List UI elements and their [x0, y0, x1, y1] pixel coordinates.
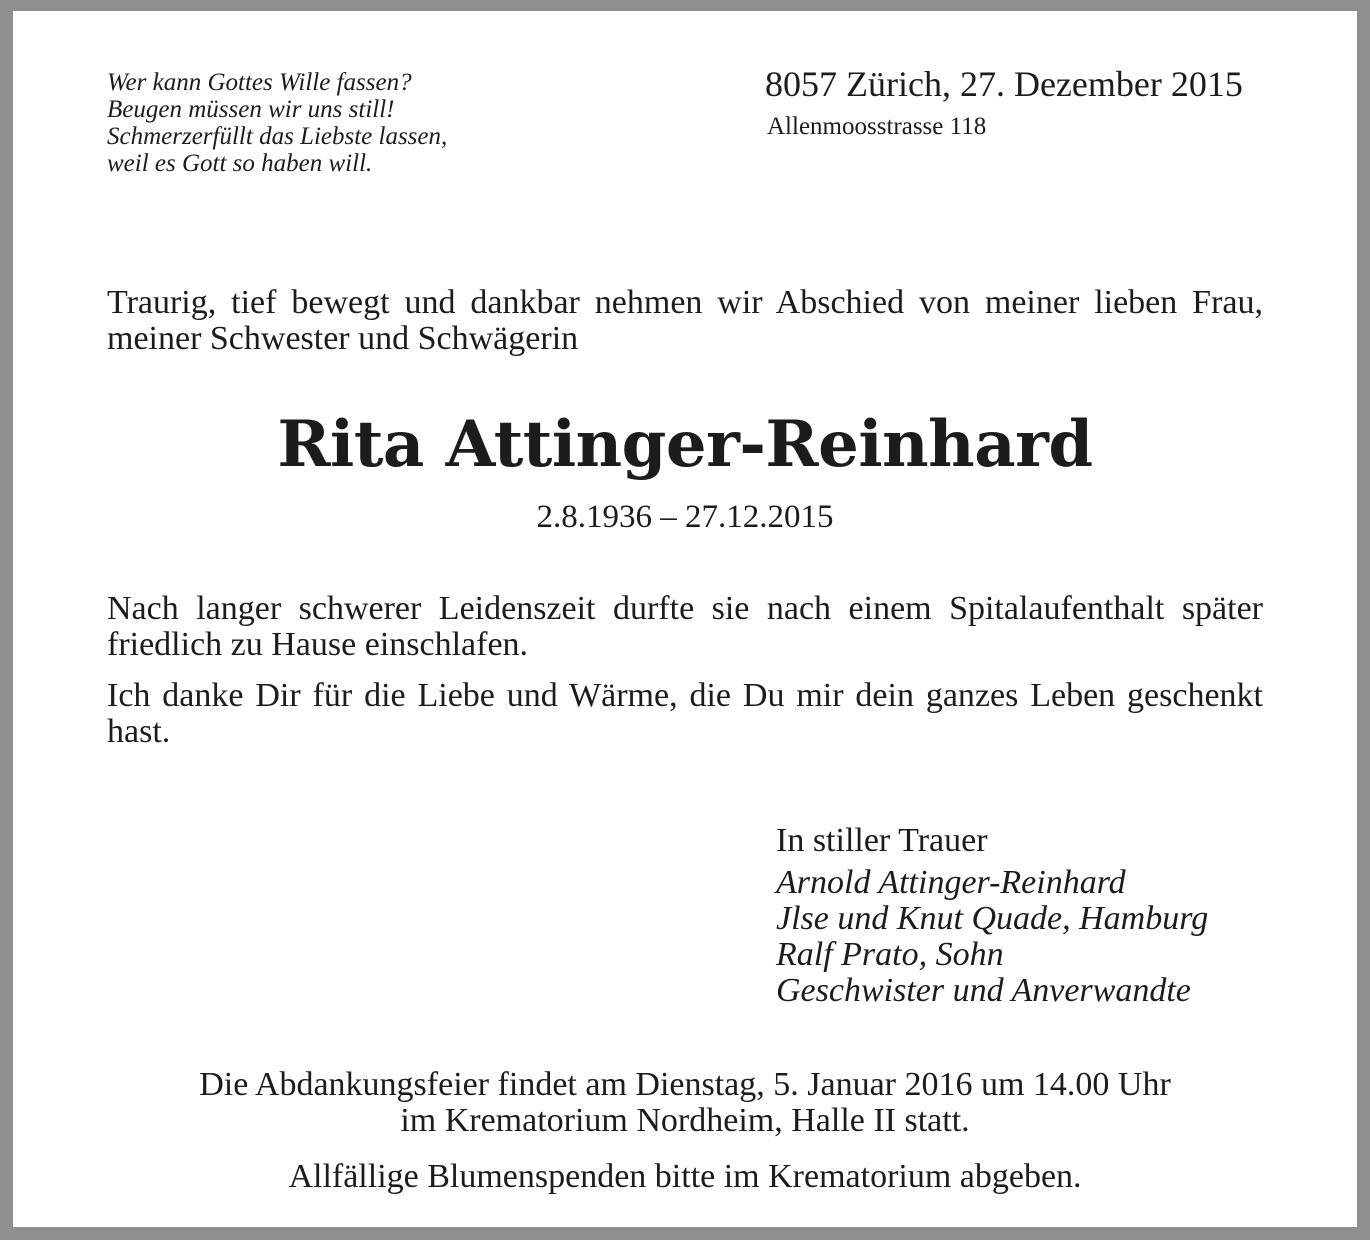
address: Allenmoosstrasse 118 [767, 113, 987, 140]
mourner-name: Arnold Attinger-Reinhard [776, 864, 1126, 901]
mourner-name: Geschwister und Anverwandte [776, 972, 1191, 1009]
life-dates: 2.8.1936 – 27.12.2015 [536, 499, 834, 535]
mourner-name: Ralf Prato, Sohn [776, 936, 1004, 973]
flowers-note: Allfällige Blumenspenden bitte im Krematorium abgeben. [288, 1158, 1082, 1195]
service-line: Die Abdankungsfeier findet am Dienstag, 5. Januar 2016 um 14.00 Uhr [199, 1066, 1171, 1103]
mourners-heading: In stiller Trauer [776, 822, 988, 859]
mourner-name: Jlse und Knut Quade, Hamburg [776, 900, 1209, 937]
mourners-block [776, 823, 1296, 1009]
body-paragraph-1: Nach langer schwerer Leidenszeit durfte sie nach einem Spitalaufenthalt später friedlich zu Hause einschlafen. [107, 590, 1263, 663]
service-line: im Krematorium Nordheim, Halle II statt. [400, 1102, 970, 1139]
obituary-notice [13, 11, 1357, 1227]
deceased-name: Rita Attinger-Reinhard [277, 407, 1093, 482]
verse-line: weil es Gott so haben will. [107, 150, 373, 177]
body-paragraph-2: Ich danke Dir für die Liebe und Wärme, die Du mir dein ganzes Leben geschenkt hast. [107, 677, 1263, 750]
service-announcement [13, 1067, 1357, 1139]
verse [107, 69, 567, 177]
verse-line: Wer kann Gottes Wille fassen? [107, 69, 412, 96]
verse-line: Schmerzerfüllt das Liebste lassen, [107, 123, 448, 150]
intro-text: Traurig, tief bewegt und dankbar nehmen wir Abschied von meiner lieben Frau, meiner Schwester und Schwägerin [107, 284, 1263, 357]
verse-line: Beugen müssen wir uns still! [107, 96, 395, 123]
place-date: 8057 Zürich, 27. Dezember 2015 [765, 64, 1243, 104]
